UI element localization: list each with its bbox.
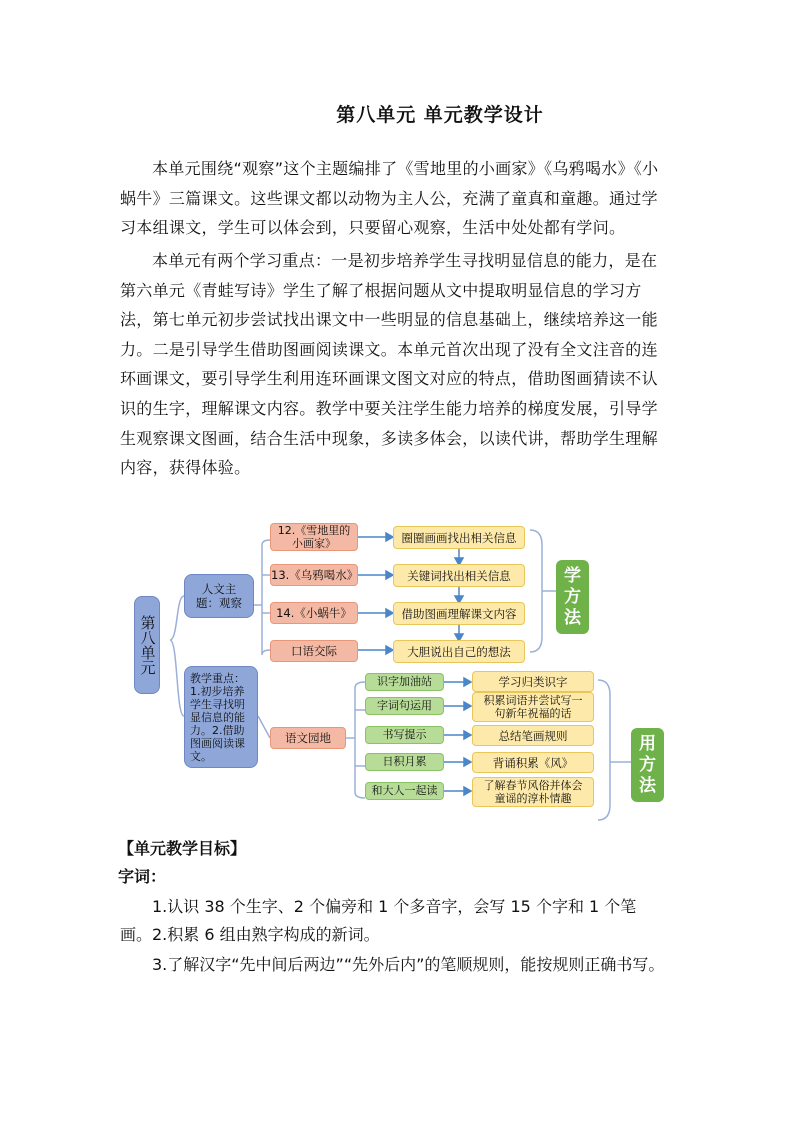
goal-item-2: 2.积累 6 组由熟字构成的新词。 [152, 925, 380, 944]
learn-method-label: 学方法 [556, 560, 589, 634]
use-method-label: 用方法 [631, 728, 664, 802]
lesson-12: 12.《雪地里的小画家》 [270, 523, 358, 551]
lesson-14: 14.《小蜗牛》 [270, 602, 358, 624]
unit-label: 第八单元 [134, 596, 160, 694]
goals-heading: 【单元教学目标】 [118, 839, 247, 858]
lesson-13: 13.《乌鸦喝水》 [270, 564, 358, 586]
garden-item-2: 字词句运用 [365, 697, 444, 715]
garden-method-4: 背诵积累《风》 [472, 752, 594, 773]
garden-method-1: 学习归类识字 [472, 671, 594, 692]
focus-box: 教学重点：1.初步培养学生寻找明显信息的能力。2.借助图画阅读课文。 [184, 666, 258, 768]
intro-paragraph-1: 本单元围绕“观察”这个主题编排了《雪地里的小画家》《乌鸦喝水》《小蜗牛》三篇课文。这些课文都以动物为主人公，充满了童真和童趣。通过学习本组课文，学生可以体会到，只要留心观察，生活中处处都有学问。 [120, 159, 659, 238]
garden-item-4: 日积月累 [365, 753, 444, 771]
chinese-garden: 语文园地 [270, 727, 346, 749]
method-3: 借助图画理解课文内容 [393, 602, 525, 625]
method-2: 关键词找出相关信息 [393, 564, 525, 587]
intro-paragraph-2: 本单元有两个学习重点：一是初步培养学生寻找明显信息的能力，是在第六单元《青蛙写诗》学生了解了根据问题从文中提取明显信息的学习方法，第七单元初步尝试找出课文中一些明显的信息基础上，继续培养这一能力。二是引导学生借助图画阅读课文。本单元首次出现了没有全文注音的连环画课文，要引导学生利用连环画课文图文对应的特点，借助图画猜读不认识的生字，理解课文内容。教学中要关注学生能力培养的梯度发展，引导学生观察课文图画，结合生活中现象，多读多体会，以读代讲，帮助学生理解内容，获得体验。 [120, 251, 658, 478]
method-1: 圈圈画画找出相关信息 [393, 526, 525, 549]
garden-item-1: 识字加油站 [365, 673, 444, 691]
theme-box: 人文主题：观察 [184, 574, 254, 618]
page-title: 第八单元 单元教学设计 [336, 104, 544, 126]
method-4: 大胆说出自己的想法 [393, 640, 525, 663]
goal-item-1: 1.认识 38 个生字、2 个偏旁和 1 个多音字，会写 15 个字和 1 个笔画。 [120, 897, 637, 944]
goal-item-3: 3.了解汉字“先中间后两边”“先外后内”的笔顺规则，能按规则正确书写。 [152, 955, 665, 974]
garden-method-2: 积累词语并尝试写一句新年祝福的话 [472, 692, 594, 722]
goals-subheading: 字词： [118, 867, 167, 886]
garden-item-3: 书写提示 [365, 726, 444, 744]
garden-item-5: 和大人一起读 [365, 782, 444, 800]
garden-method-3: 总结笔画规则 [472, 725, 594, 746]
garden-method-5: 了解春节风俗并体会童谣的淳朴情趣 [472, 777, 594, 807]
oral-communication: 口语交际 [270, 640, 358, 662]
